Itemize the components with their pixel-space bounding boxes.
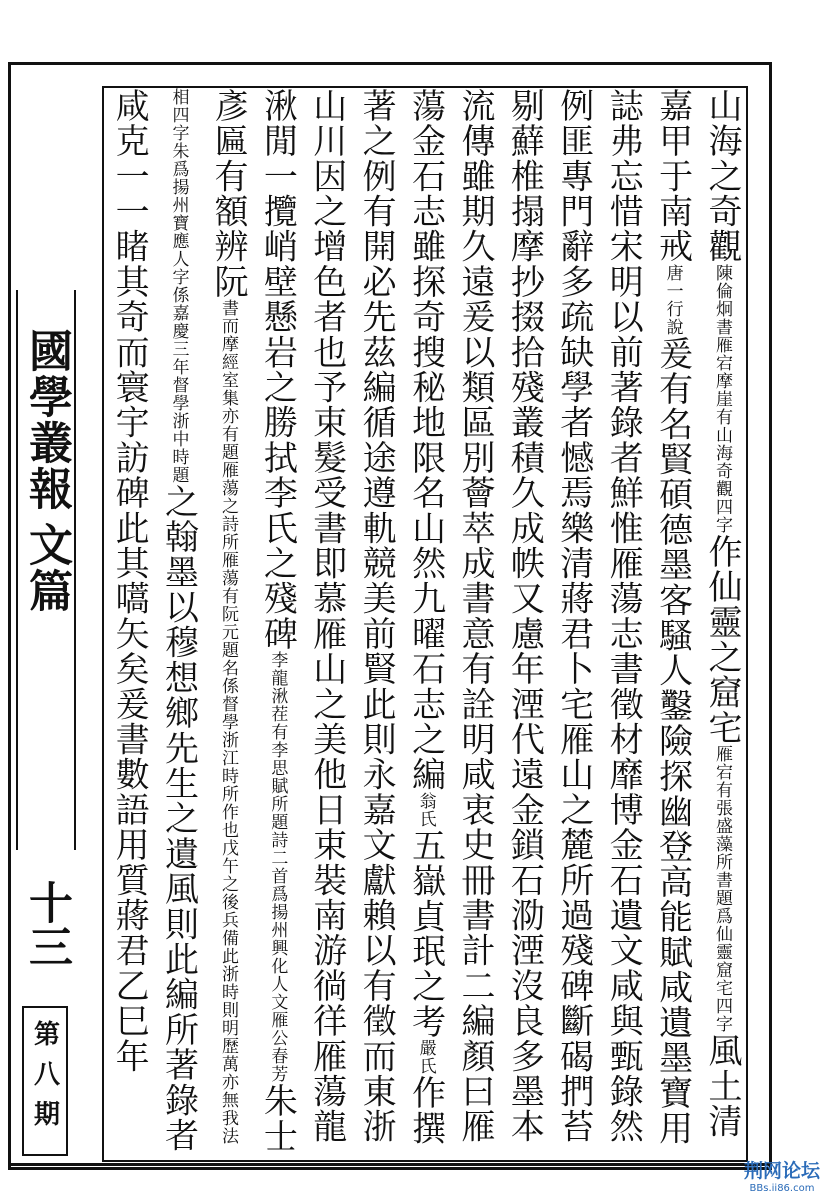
text-segment: 風土清嘉甲于南戒 <box>652 88 742 1139</box>
text-segment: 山海之奇觀 <box>702 88 742 264</box>
annotation-note: 嚴氏 <box>415 1039 436 1076</box>
annotation-note: 雁宕有張盛藻所書題爲仙靈窟宅四字 <box>712 745 732 1034</box>
annotation-note: 亦無我法相四字朱爲揚州寶應人字係嘉慶三年督學浙中時題 <box>168 88 238 1146</box>
text-segment: 朱士彥匾有額 <box>207 88 298 1154</box>
annotation-note: 李龍湫茬有李思賦所題詩二首爲揚州興化人文雁公春芳 <box>267 651 288 1084</box>
watermark-url: BBs.ii86.com <box>749 1182 815 1194</box>
text-segment: 作仙靈之窟宅 <box>702 534 742 746</box>
body-text <box>104 88 746 1160</box>
annotation-note: 書而摩經室集亦有題雁蕩之詩所 <box>217 299 238 552</box>
issue-box <box>22 1006 68 1156</box>
watermark-name: 荆网论坛 <box>743 1160 820 1182</box>
site-watermark <box>742 1160 822 1194</box>
text-segment: 五嶽貞珉之考 <box>405 828 446 1040</box>
text-segment: 爰有名賢碩德墨客騷人鑿險探幽登高能賦咸遺墨寶用誌弗忘惜宋明以前著錄者鮮惟雁蕩志書徵材靡博金石遺文咸與甄錄然例匪專門辭多疏缺學者憾焉樂清蔣君卜宅雁山之麓所過殘碑斷碣捫苔剔蘚椎搨摩抄掇拾殘叢積久成帙又慮年湮代遠金鎖石泐湮沒良多墨本流傳雖期久遠爰以類區別薈萃成書意有詮明咸衷史冊書計二編顏曰雁蕩金石志雖探奇搜秘地限名山然九曜石志之編 <box>405 88 693 1146</box>
section-title: 文篇 <box>21 522 72 614</box>
text-segment: 辨阮 <box>207 228 248 300</box>
annotation-note: 唐一行說 <box>662 264 683 336</box>
bottom-rule <box>8 1163 772 1166</box>
annotation-note: 雁蕩有阮元題名係督學浙江時所作也戊午之後兵備此浙時則明歷萬 <box>217 551 238 1074</box>
running-head <box>16 290 76 850</box>
annotation-note: 翁氏 <box>415 792 436 828</box>
journal-title: 國學叢報 <box>21 328 72 512</box>
issue-label: 第八期 <box>29 1020 60 1140</box>
text-segment: 之翰墨以穆想鄉先生之遺風則此編所著錄者咸克一一睹其奇而寰宇訪碑此其嚆矢矣爰書數語用質蔣君乙巳年 <box>109 88 199 1153</box>
annotation-note: 陳倫炯書雁宕摩崖有山海奇觀四字 <box>712 264 732 534</box>
text-segment: 作撰著之例有開必先茲編循途遵軌競美前賢此則永嘉文獻賴以有徵而東浙山川因之增色者也予束髮受書即慕雁山之美他日束裝南游徜徉雁蕩龍湫閒一攬峭壁懸岩之勝拭李氏之殘碑 <box>257 88 446 1146</box>
page-number: 十三 <box>21 880 72 968</box>
